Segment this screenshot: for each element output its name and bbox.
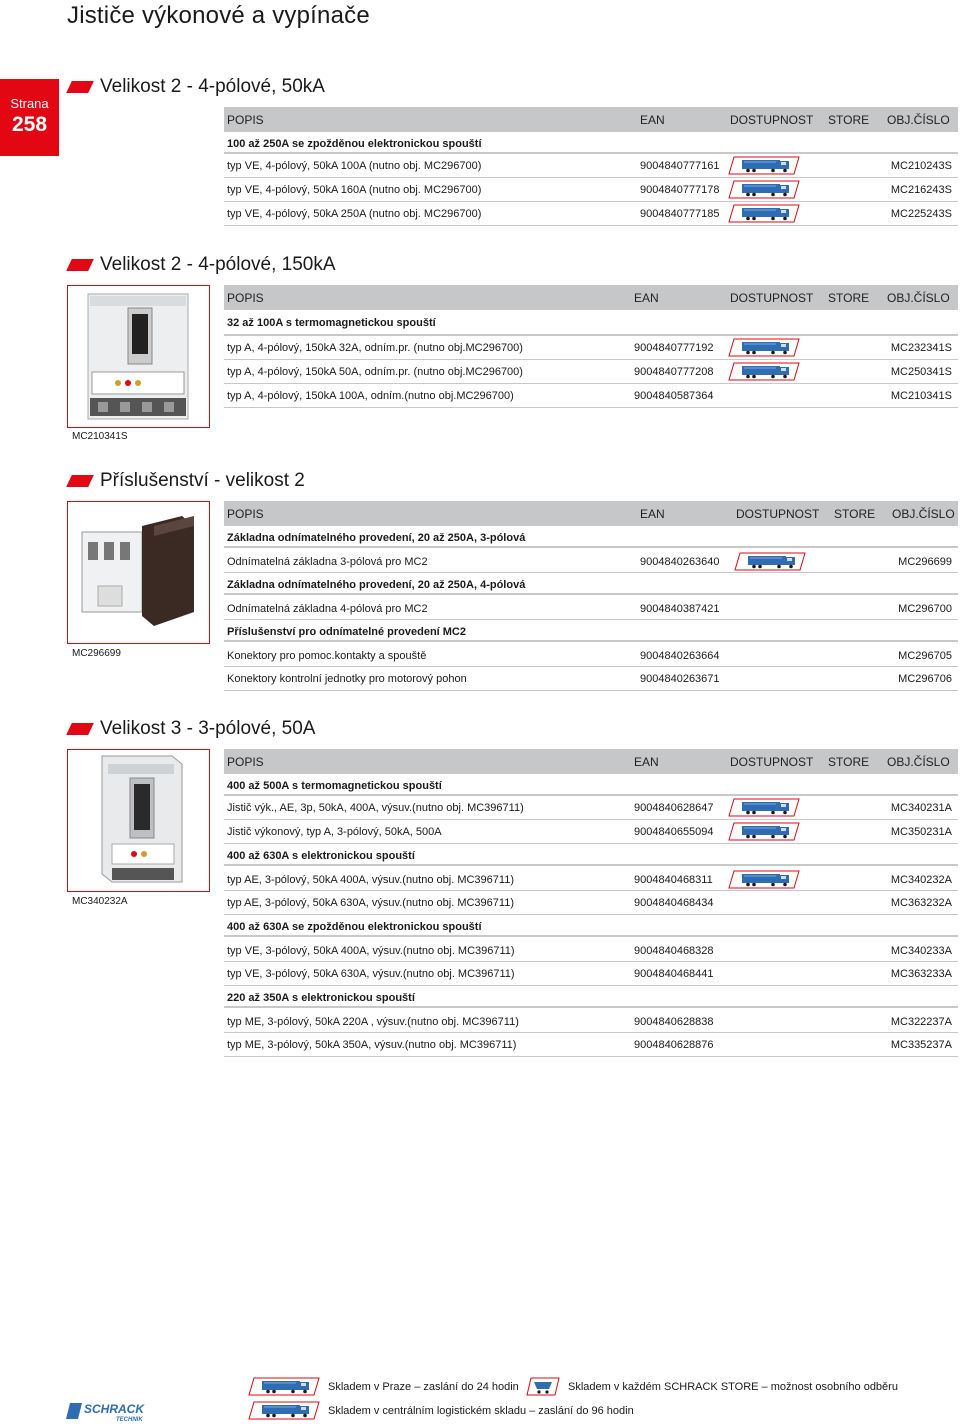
truck-icon: [728, 180, 800, 199]
circuit-breaker-image: [68, 286, 209, 427]
circuit-breaker-image: [68, 750, 209, 891]
table-row: typ ME, 3-pólový, 50kA 220A , výsuv.(nutno obj. MC396711) 9004840628838 MC322237A: [224, 1008, 958, 1033]
table-header: [224, 107, 958, 132]
section-heading: [67, 718, 315, 740]
col-obj: OBJ.ČÍSLO: [892, 507, 955, 521]
section-title: Velikost 3 - 3-pólové, 50A: [100, 718, 316, 739]
col-popis: POPIS: [227, 291, 264, 305]
table-subheading: Základna odnímatelného provedení, 20 až 250A, 3-pólová: [224, 526, 958, 548]
truck-icon: [728, 362, 800, 381]
section-marker-icon: [66, 259, 94, 271]
legend-central: Skladem v centrálním logistickém skladu – zaslání do 96 hodin: [328, 1405, 634, 1417]
col-popis: POPIS: [227, 113, 264, 127]
table-row: typ AE, 3-pólový, 50kA 400A, výsuv.(nutno obj. MC396711) 9004840468311 MC340232A: [224, 866, 958, 891]
product-table: [224, 749, 958, 1057]
legend-store: Skladem v každém SCHRACK STORE – možnost osobního odběru: [568, 1381, 898, 1393]
truck-icon: [728, 798, 800, 817]
svg-text:SCHRACK: SCHRACK: [84, 1402, 144, 1416]
product-photo: [67, 501, 210, 644]
section-marker-icon: [66, 475, 94, 487]
truck-icon: [728, 204, 800, 223]
table-row: Konektory pro pomoc.kontakty a spouště 9004840263664 MC296705: [224, 642, 958, 667]
truck-icon: [734, 552, 806, 571]
col-dostupnost: DOSTUPNOST: [730, 755, 814, 769]
table-row: typ A, 4-pólový, 150kA 32A, odním.pr. (nutno obj.MC296700) 9004840777192 MC232341S: [224, 336, 958, 360]
col-ean: EAN: [640, 507, 665, 521]
section-title: Příslušenství - velikost 2: [100, 470, 305, 491]
col-popis: POPIS: [227, 507, 264, 521]
schrack-logo-icon: [66, 1400, 158, 1422]
page-label: Strana: [10, 96, 49, 111]
table-subheading: 32 až 100A s termomagnetickou spouští: [224, 310, 958, 336]
col-store: STORE: [828, 113, 870, 127]
table-row: typ VE, 4-pólový, 50kA 100A (nutno obj. MC296700) 9004840777161 MC210243S: [224, 154, 958, 178]
col-ean: EAN: [634, 291, 659, 305]
page-title: Jističe výkonové a vypínače: [67, 2, 370, 29]
col-popis: POPIS: [227, 755, 264, 769]
section-heading: [67, 470, 305, 492]
col-store: STORE: [828, 755, 870, 769]
truck-icon: [248, 1401, 320, 1420]
table-row: Jistič výkonový, typ A, 3-pólový, 50kA, 500A 9004840655094 MC350231A: [224, 820, 958, 844]
section-title: Velikost 2 - 4-pólové, 50kA: [100, 76, 325, 97]
col-obj: OBJ.ČÍSLO: [887, 113, 950, 127]
table-row: Odnímatelná základna 4-pólová pro MC2 9004840387421 MC296700: [224, 595, 958, 620]
section-title: Velikost 2 - 4-pólové, 150kA: [100, 254, 336, 275]
section-heading: [67, 254, 336, 276]
page-number-tab: [0, 79, 59, 156]
table-subheading: Základna odnímatelného provedení, 20 až 250A, 4-pólová: [224, 573, 958, 595]
table-row: Konektory kontrolní jednotky pro motorový pohon 9004840263671 MC296706: [224, 667, 958, 691]
table-row: typ AE, 3-pólový, 50kA 630A, výsuv.(nutno obj. MC396711) 9004840468434 MC363232A: [224, 891, 958, 915]
table-header: [224, 749, 958, 774]
photo-caption: MC296699: [72, 648, 121, 659]
table-subheading: Příslušenství pro odnímatelné provedení MC2: [224, 620, 958, 642]
table-header: [224, 285, 958, 310]
col-store: STORE: [828, 291, 870, 305]
product-table: [224, 107, 958, 226]
product-table: [224, 285, 958, 408]
table-row: typ VE, 4-pólový, 50kA 250A (nutno obj. MC296700) 9004840777185 MC225243S: [224, 202, 958, 226]
photo-caption: MC210341S: [72, 431, 128, 442]
truck-icon: [728, 822, 800, 841]
table-subheading: 400 až 500A s termomagnetickou spouští: [224, 774, 958, 796]
availability-legend: [0, 1370, 960, 1427]
shopping-cart-icon: [526, 1377, 560, 1396]
truck-icon: [728, 156, 800, 175]
table-row: typ A, 4-pólový, 150kA 100A, odním.(nutno obj.MC296700) 9004840587364 MC210341S: [224, 384, 958, 408]
table-row: typ ME, 3-pólový, 50kA 350A, výsuv.(nutno obj. MC396711) 9004840628876 MC335237A: [224, 1033, 958, 1057]
table-row: typ VE, 4-pólový, 50kA 160A (nutno obj. MC296700) 9004840777178 MC216243S: [224, 178, 958, 202]
product-photo: [67, 285, 210, 428]
table-subheading: 400 až 630A se zpožděnou elektronickou spouští: [224, 915, 958, 937]
table-row: typ VE, 3-pólový, 50kA 400A, výsuv.(nutno obj. MC396711) 9004840468328 MC340233A: [224, 937, 958, 962]
truck-icon: [728, 338, 800, 357]
truck-icon: [248, 1377, 320, 1396]
table-row: typ A, 4-pólový, 150kA 50A, odním.pr. (nutno obj.MC296700) 9004840777208 MC250341S: [224, 360, 958, 384]
col-obj: OBJ.ČÍSLO: [887, 291, 950, 305]
truck-icon: [728, 870, 800, 889]
table-subheading: 100 až 250A se zpožděnou elektronickou spouští: [224, 132, 958, 154]
col-dostupnost: DOSTUPNOST: [736, 507, 820, 521]
table-subheading: 400 až 630A s elektronickou spouští: [224, 844, 958, 866]
photo-caption: MC340232A: [72, 896, 128, 907]
col-ean: EAN: [634, 755, 659, 769]
svg-text:TECHNIK: TECHNIK: [116, 1417, 143, 1422]
col-ean: EAN: [640, 113, 665, 127]
page-number: 258: [11, 113, 48, 136]
legend-prague: Skladem v Praze – zaslání do 24 hodin: [328, 1381, 519, 1393]
col-obj: OBJ.ČÍSLO: [887, 755, 950, 769]
table-row: Odnímatelná základna 3-pólová pro MC2 9004840263640 MC296699: [224, 548, 958, 573]
table-row: typ VE, 3-pólový, 50kA 630A, výsuv.(nutno obj. MC396711) 9004840468441 MC363233A: [224, 962, 958, 986]
section-marker-icon: [66, 81, 94, 93]
col-dostupnost: DOSTUPNOST: [730, 113, 814, 127]
base-unit-image: [68, 502, 209, 643]
table-row: Jistič výk., AE, 3p, 50kA, 400A, výsuv.(nutno obj. MC396711) 9004840628647 MC340231A: [224, 796, 958, 820]
product-photo: [67, 749, 210, 892]
table-header: [224, 501, 958, 526]
product-table: [224, 501, 958, 691]
section-marker-icon: [66, 723, 94, 735]
section-heading: [67, 76, 325, 98]
col-store: STORE: [834, 507, 876, 521]
table-subheading: 220 až 350A s elektronickou spouští: [224, 986, 958, 1008]
col-dostupnost: DOSTUPNOST: [730, 291, 814, 305]
